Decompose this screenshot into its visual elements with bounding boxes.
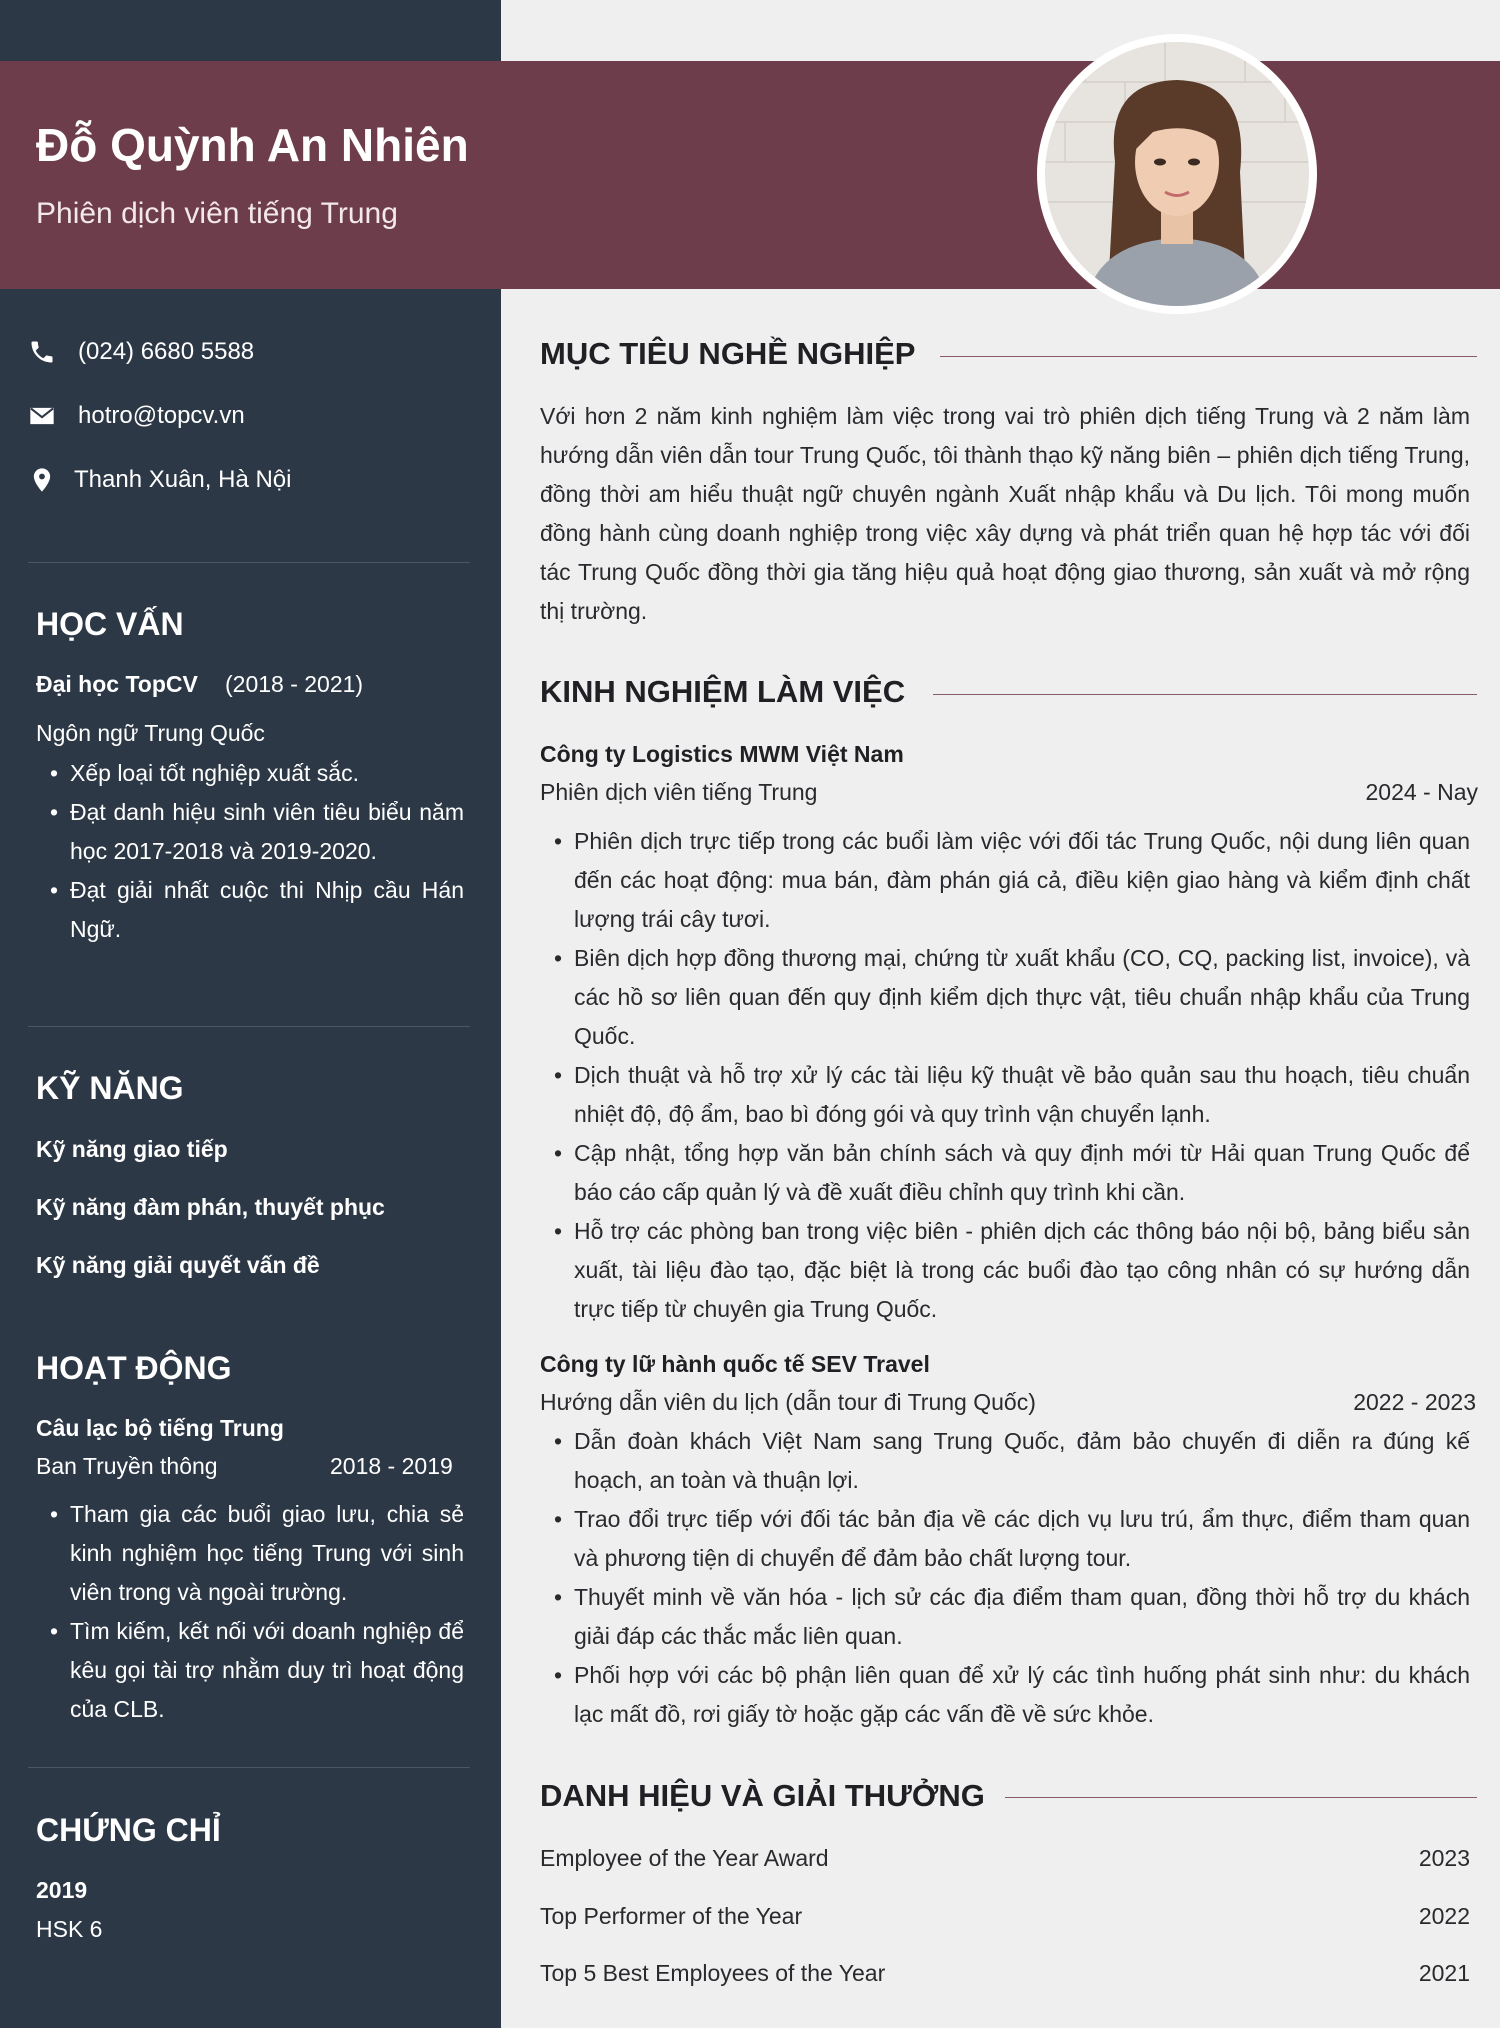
award-row [540,1838,1470,1878]
candidate-role: Phiên dịch viên tiếng Trung [36,197,398,230]
list-item: • Tham gia các buổi giao lưu, chia sẻ kinh nghiệm học tiếng Trung với sinh viên trong và ngoài trường. [36,1495,464,1612]
job-period: 2024 - Nay [1365,779,1478,805]
profile-photo [1037,34,1317,314]
certificate-year: 2019 [36,1877,88,1903]
activities-heading: HOẠT ĐỘNG [36,1350,232,1386]
list-item: • Cập nhật, tổng hợp văn bản chính sách và quy định mới từ Hải quan Trung Quốc để báo cáo cấp quản lý và đề xuất điều chỉnh quy trình khi cần. [540,1134,1470,1212]
skills-heading: KỸ NĂNG [36,1070,184,1106]
envelope-icon [28,402,56,430]
contact-address [28,460,291,500]
list-item: • Trao đổi trực tiếp với đối tác bản địa về các dịch vụ lưu trú, ẩm thực, điểm tham quan và phương tiện di chuyển để đảm bảo chất lượng tour. [540,1500,1470,1578]
candidate-name: Đỗ Quỳnh An Nhiên [36,119,469,171]
phone-number: (024) 6680 5588 [78,338,255,365]
award-year: 2022 [1418,1902,1470,1929]
location-pin-icon [28,466,56,494]
award-name: Top Performer of the Year [540,1902,803,1929]
job-company: Công ty Logistics MWM Việt Nam [540,741,904,767]
skill-item: Kỹ năng đàm phán, thuyết phục [36,1194,385,1220]
skill-item: Kỹ năng giao tiếp [36,1136,228,1162]
contact-email [28,396,245,436]
awards-heading: DANH HIỆU VÀ GIẢI THƯỞNG [540,1778,985,1813]
contact-phone [28,332,254,372]
list-item: • Biên dịch hợp đồng thương mại, chứng từ xuất khẩu (CO, CQ, packing list, invoice), và các hồ sơ liên quan đến quy định kiểm dịch thực vật, tiêu chuẩn nhập khẩu của Trung Quốc. [540,939,1470,1056]
sidebar-divider [28,1026,470,1027]
activity-role: Ban Truyền thông [36,1453,218,1479]
email-address: hotro@topcv.vn [78,402,245,429]
section-rule [933,694,1477,695]
award-name: Employee of the Year Award [540,1844,829,1871]
award-year: 2023 [1418,1844,1470,1871]
activities-list [36,1495,464,1729]
list-item: • Đạt danh hiệu sinh viên tiêu biểu năm học 2017-2018 và 2019-2020. [36,793,464,871]
job-company: Công ty lữ hành quốc tế SEV Travel [540,1351,930,1377]
section-rule [1005,1797,1477,1798]
award-year: 2021 [1418,1959,1470,1986]
job-period: 2022 - 2023 [1353,1389,1476,1415]
sidebar-divider [28,1767,470,1768]
job-position: Hướng dẫn viên du lịch (dẫn tour đi Trung Quốc) [540,1389,1036,1415]
list-item: • Phối hợp với các bộ phận liên quan để xử lý các tình huống phát sinh như: du khách lạc mất đồ, rơi giấy tờ hoặc gặp các vấn đề về sức khỏe. [540,1656,1470,1734]
education-major: Ngôn ngữ Trung Quốc [36,720,265,746]
certificates-heading: CHỨNG CHỈ [36,1812,221,1848]
award-name: Top 5 Best Employees of the Year [540,1959,886,1986]
certificate-name: HSK 6 [36,1916,103,1942]
education-heading: HỌC VẤN [36,606,184,642]
activity-org: Câu lạc bộ tiếng Trung [36,1415,284,1441]
activity-years: 2018 - 2019 [330,1453,453,1479]
job-position: Phiên dịch viên tiếng Trung [540,779,818,805]
list-item: • Thuyết minh về văn hóa - lịch sử các địa điểm tham quan, đồng thời hỗ trợ du khách giải đáp các thắc mắc liên quan. [540,1578,1470,1656]
address-text: Thanh Xuân, Hà Nội [74,466,292,493]
list-item: • Phiên dịch trực tiếp trong các buổi làm việc với đối tác Trung Quốc, nội dung liên quan đến các hoạt động: mua bán, đàm phán giá cả, điều kiện giao hàng và kiểm định chất lượng trái cây tươi. [540,822,1470,939]
objective-heading: MỤC TIÊU NGHỀ NGHIỆP [540,336,916,371]
list-item: • Dịch thuật và hỗ trợ xử lý các tài liệu kỹ thuật về bảo quản sau thu hoạch, tiêu chuẩn nhiệt độ, độ ẩm, bao bì đóng gói và quy trình vận chuyển lạnh. [540,1056,1470,1134]
list-item: • Dẫn đoàn khách Việt Nam sang Trung Quốc, đảm bảo chuyến đi diễn ra đúng kế hoạch, an toàn và thuận lợi. [540,1422,1470,1500]
sidebar-divider [28,562,470,563]
list-item: • Xếp loại tốt nghiệp xuất sắc. [36,754,464,793]
portrait-image [1045,42,1309,306]
award-row [540,1896,1470,1936]
section-rule [940,356,1477,357]
skill-item: Kỹ năng giải quyết vấn đề [36,1252,320,1278]
education-school: Đại học TopCV [36,671,198,697]
objective-text: Với hơn 2 năm kinh nghiệm làm việc trong vai trò phiên dịch tiếng Trung và 2 năm làm hướng dẫn viên dẫn tour Trung Quốc, tôi thành thạo kỹ năng biên – phiên dịch tiếng Trung, đồng thời am hiểu thuật ngữ chuyên ngành Xuất nhập khẩu và Du lịch. Tôi mong muốn đồng hành cùng doanh nghiệp trong việc xây dựng và phát triển quan hệ hợp tác với đối tác Trung Quốc đồng thời gia tăng hiệu quả hoạt động giao thương, sản xuất và mở rộng thị trường. [540,403,1470,624]
job-duties [540,1422,1470,1734]
education-years: (2018 - 2021) [225,671,364,697]
list-item: • Tìm kiếm, kết nối với doanh nghiệp để kêu gọi tài trợ nhằm duy trì hoạt động của CLB. [36,1612,464,1729]
job-duties [540,822,1470,1329]
experience-heading: KINH NGHIỆM LÀM VIỆC [540,674,906,709]
list-item: • Hỗ trợ các phòng ban trong việc biên - phiên dịch các thông báo nội bộ, bảng biểu sản xuất, tài liệu đào tạo, đặc biệt là trong các buổi đào tạo công nhân có sự hướng dẫn trực tiếp từ chuyên gia Trung Quốc. [540,1212,1470,1329]
list-item: • Đạt giải nhất cuộc thi Nhịp cầu Hán Ngữ. [36,871,464,949]
phone-icon [28,338,56,366]
education-list [36,754,464,949]
award-row [540,1953,1470,1993]
